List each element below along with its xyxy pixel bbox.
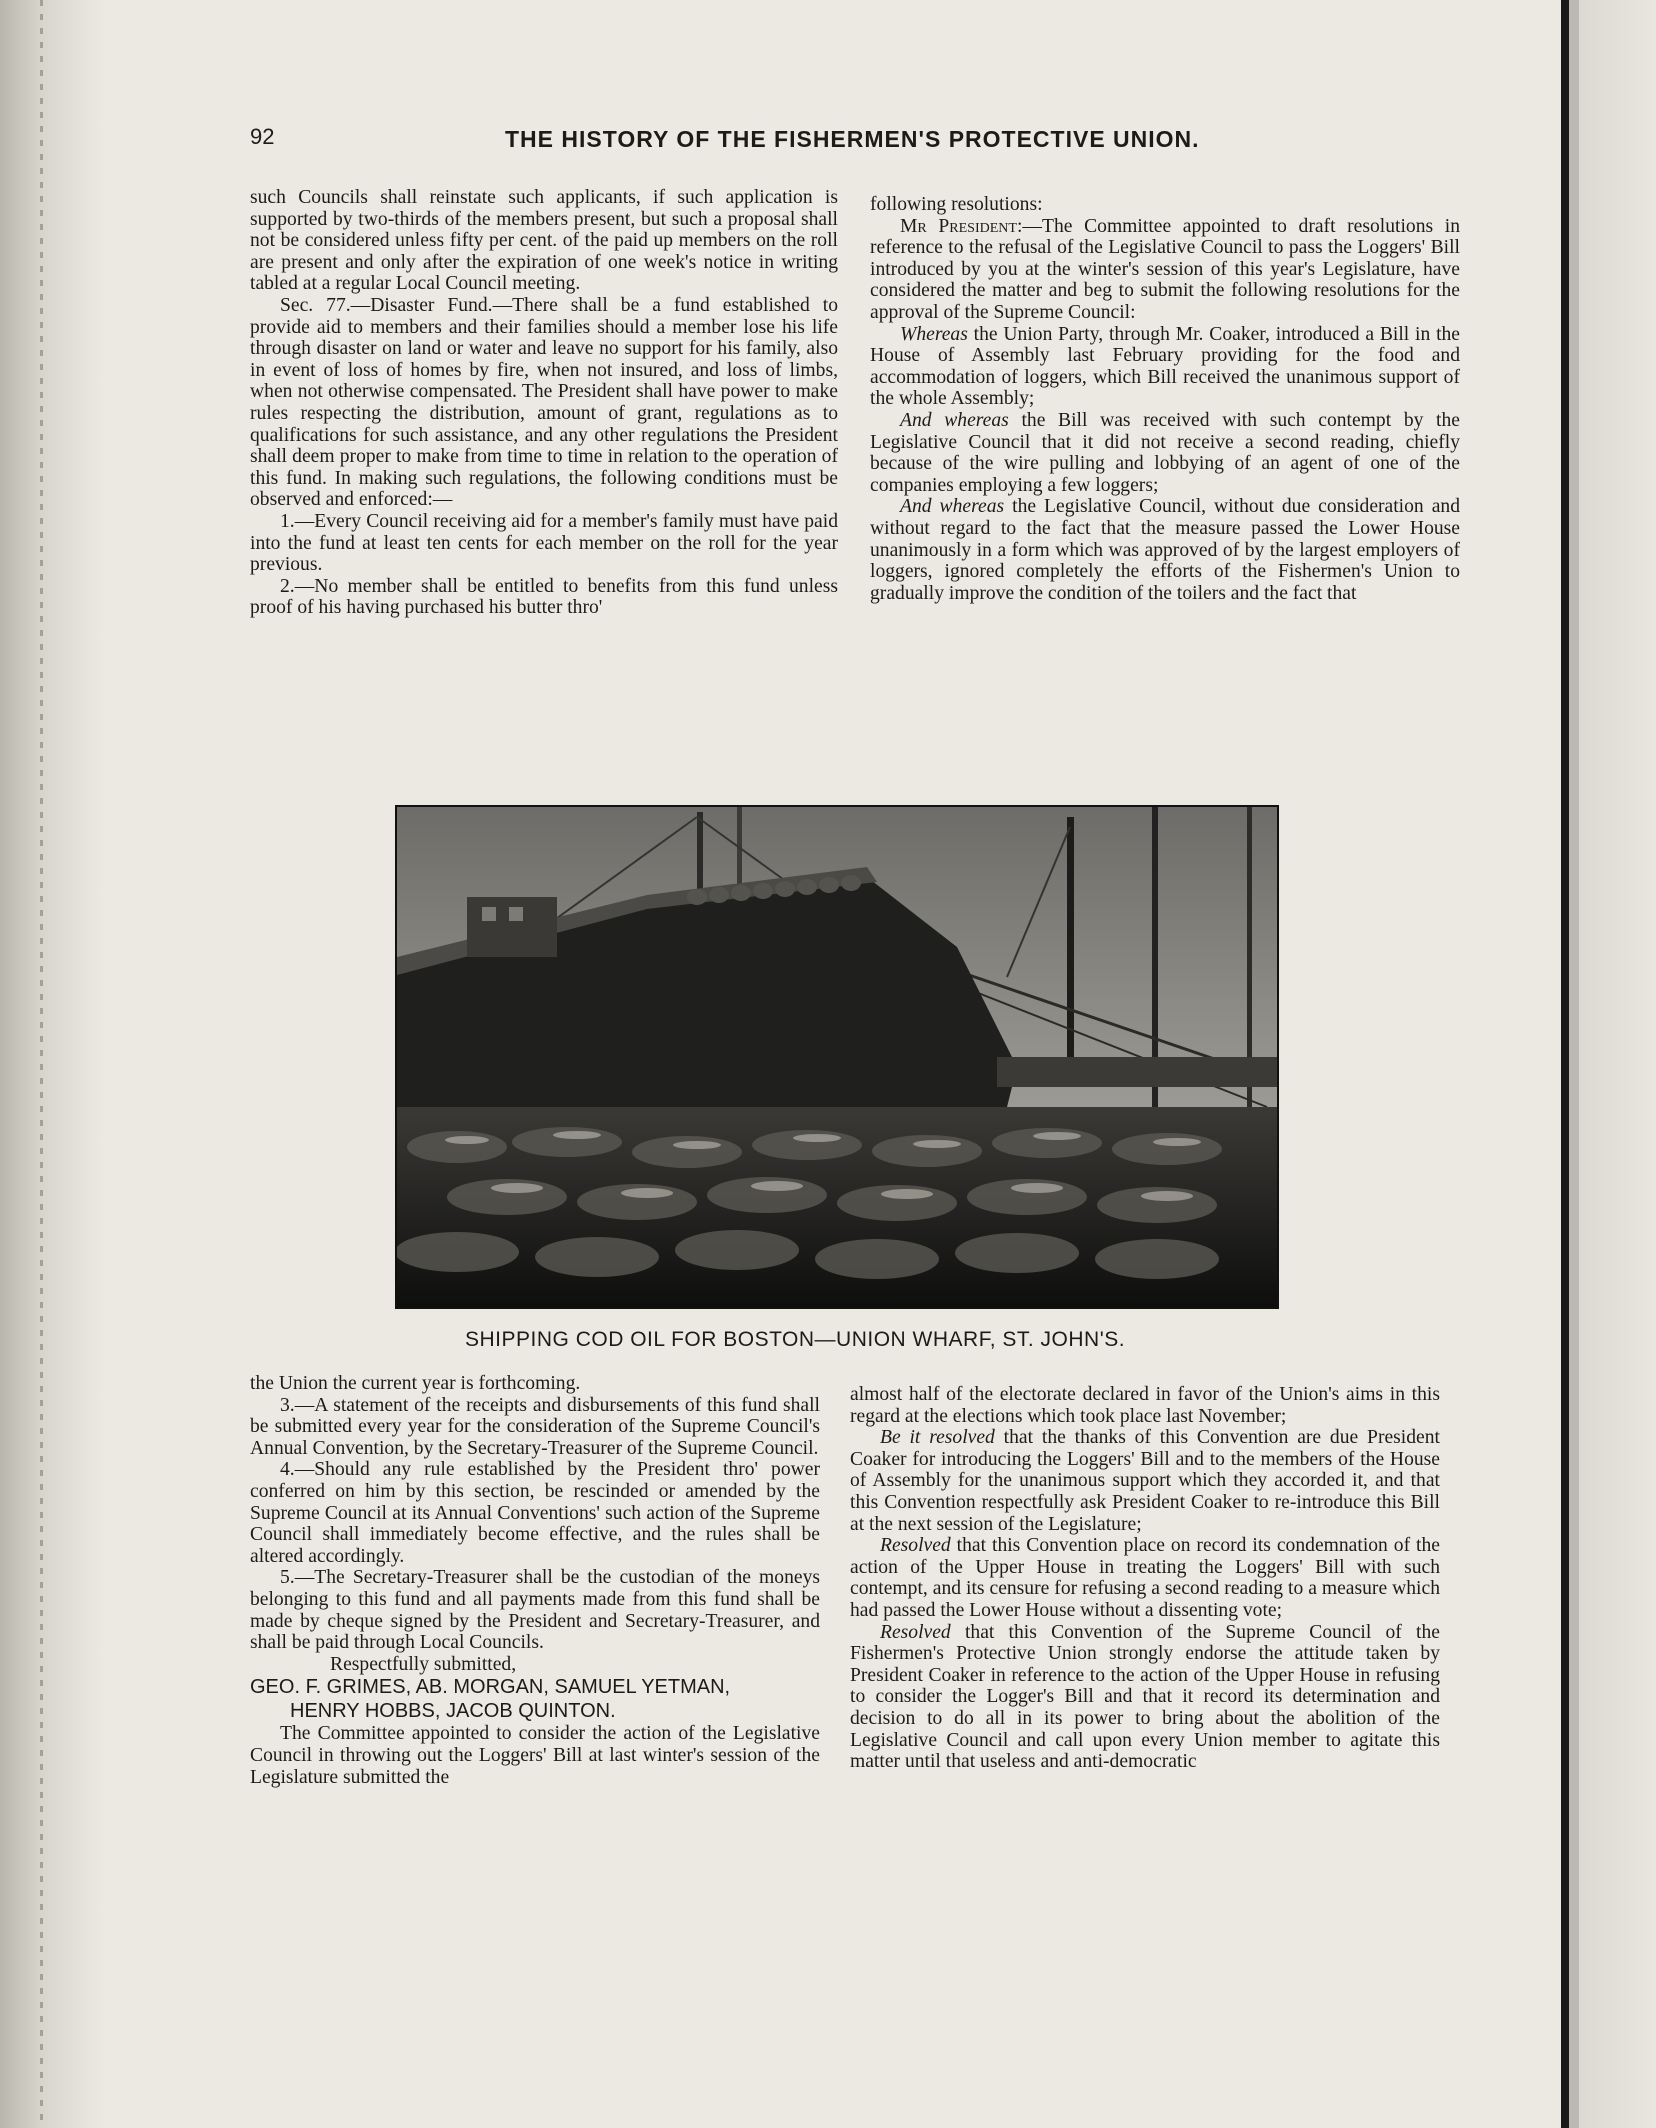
paragraph: 1.—Every Council receiving aid for a member's family must have paid into the fund at least ten cents for each member on the roll for the year previous.	[250, 510, 838, 576]
signatories	[250, 1675, 820, 1723]
paragraph: following resolutions:	[870, 194, 1043, 215]
paragraph-text: that the thanks of this Convention are due President Coaker for introducing the Loggers' Bill and to the members of the House of Assembly for the unanimous support which they accorded it, and that this Convention respectfully ask President Coaker to re-introduce this Bill at the next session of the Legislature;	[850, 1427, 1440, 1535]
paragraph-text: that this Convention of the Supreme Council of the Fishermen's Protective Union strongly endorse the attitude taken by President Coaker in reference to the action of the Upper House in refusing to consider the Logger's Bill and that it record its determination and decision to do all in its power to bring about the abolition of the Legislative Council and call upon every Union member to agitate this matter until that useless and anti-democratic	[850, 1621, 1440, 1773]
lead-word: Resolved	[880, 1621, 951, 1643]
lead-word: Be it resolved	[880, 1427, 995, 1449]
closing: Respectfully submitted,	[330, 1653, 517, 1675]
paragraph	[870, 216, 1460, 324]
lead-word: Whereas	[900, 323, 968, 345]
paragraph	[850, 1427, 1440, 1535]
paragraph	[870, 410, 1460, 496]
photo-caption: SHIPPING COD OIL FOR BOSTON—UNION WHARF, ST. JOHN'S.	[465, 1328, 1126, 1351]
paragraph	[850, 1622, 1440, 1773]
paragraph	[870, 496, 1460, 604]
paragraph: The Committee appointed to consider the action of the Legislative Council in throwing out the Loggers' Bill at last winter's session of the Legislature submitted the	[250, 1723, 820, 1788]
page-header	[250, 120, 1460, 160]
running-head: THE HISTORY OF THE FISHERMEN'S PROTECTIVE UNION.	[505, 126, 1200, 152]
lead-word: And whereas	[900, 409, 1009, 431]
paragraph	[850, 1535, 1440, 1621]
paragraph-text: :—The Committee appointed to draft resolutions in reference to the refusal of the Legislative Council to pass the Loggers' Bill introduced by you at the winter's session of this year's Legislature, have considered the matter and beg to submit the following resolutions for the approval of the Supreme Council:	[870, 215, 1461, 323]
paragraph: 2.—No member shall be entitled to benefits from this fund unless proof of his having purchased his butter thro'	[250, 575, 838, 619]
lead-word: And whereas	[900, 496, 1005, 518]
bottom-right-column	[850, 1384, 1440, 1773]
paragraph: almost half of the electorate declared in favor of the Union's aims in this regard at the elections which took place last November;	[850, 1384, 1440, 1427]
paragraph: 3.—A statement of the receipts and disbursements of this fund shall be submitted every year for the consideration of the Supreme Council's Annual Convention, by the Secretary-Treasurer of the Supreme Council.	[250, 1394, 820, 1459]
book-page	[250, 120, 1460, 2080]
signatory-line: GEO. F. GRIMES, AB. MORGAN, SAMUEL YETMAN,	[250, 1676, 731, 1699]
paragraph-text: the Union Party, through Mr. Coaker, introduced a Bill in the House of Assembly last February providing for the food and accommodation of loggers, which Bill received the unanimous support of the whole Assembly;	[870, 323, 1460, 410]
paragraph-text: the Bill was received with such contempt by the Legislative Council that it did not receive a second reading, chiefly because of the wire pulling and lobbying of an agent of one of the companies employing a few loggers;	[870, 409, 1460, 496]
salutation: Mr President	[900, 215, 1017, 237]
paragraph	[870, 324, 1460, 410]
paragraph: Sec. 77.—Disaster Fund.—There shall be a fund established to provide aid to members and their families should a member lose his life through disaster on land or water and leave no support for his family, also in event of loss of homes by fire, when not insured, and loss of limbs, when not otherwise compensated. The President shall have power to make rules respecting the distribution, amount of grant, regulations as to qualifications for such assistance, and any other regulations the President shall deem proper to make from time to time in relation to the operation of this fund. In making such regulations, the following conditions must be observed and enforced:—	[250, 294, 838, 511]
page-number: 92	[250, 124, 275, 149]
paragraph: such Councils shall reinstate such applicants, if such application is supported by two-thirds of the members present, but such a proposal shall not be considered unless fifty per cent. of the paid up members on the roll are present and only after the expiration of one week's notice in writing tabled at a regular Local Council meeting.	[250, 187, 838, 295]
bottom-left-column	[250, 1373, 820, 1788]
paragraph: 4.—Should any rule established by the President thro' power conferred on him by this section, be rescinded or amended by the Supreme Council at its Annual Conventions' such action of the Supreme Council shall immediately become effective, and the rules shall be altered accordingly.	[250, 1459, 820, 1567]
photo-illustration	[397, 807, 1277, 1307]
signatory-line: HENRY HOBBS, JACOB QUINTON.	[290, 1700, 616, 1723]
top-left-column	[250, 187, 838, 619]
book-binding-shadow	[0, 0, 105, 2128]
paragraph: the Union the current year is forthcoming.	[250, 1373, 581, 1394]
facing-page-edge	[1561, 0, 1656, 2128]
paragraph-text: the Legislative Council, without due consideration and without regard to the fact that the measure passed the Lower House unanimously in a form which was approved of by the largest employers of loggers, ignored completely the efforts of the Fishermen's Union to gradually improve the condition of the toilers and the fact that	[870, 496, 1460, 604]
top-right-column	[870, 194, 1460, 604]
photograph-ship-wharf	[395, 805, 1279, 1309]
lead-word: Resolved	[880, 1535, 951, 1557]
paragraph-text: that this Convention place on record its condemnation of the action of the Upper House in treating the Loggers' Bill with such contempt, and its censure for refusing a second reading to a measure which had passed the Lower House without a dissenting vote;	[850, 1535, 1440, 1621]
paragraph: 5.—The Secretary-Treasurer shall be the custodian of the moneys belonging to this fund and all payments made from this fund shall be made by cheque signed by the President and Secretary-Treasurer, and shall be paid through Local Councils.	[250, 1567, 820, 1654]
